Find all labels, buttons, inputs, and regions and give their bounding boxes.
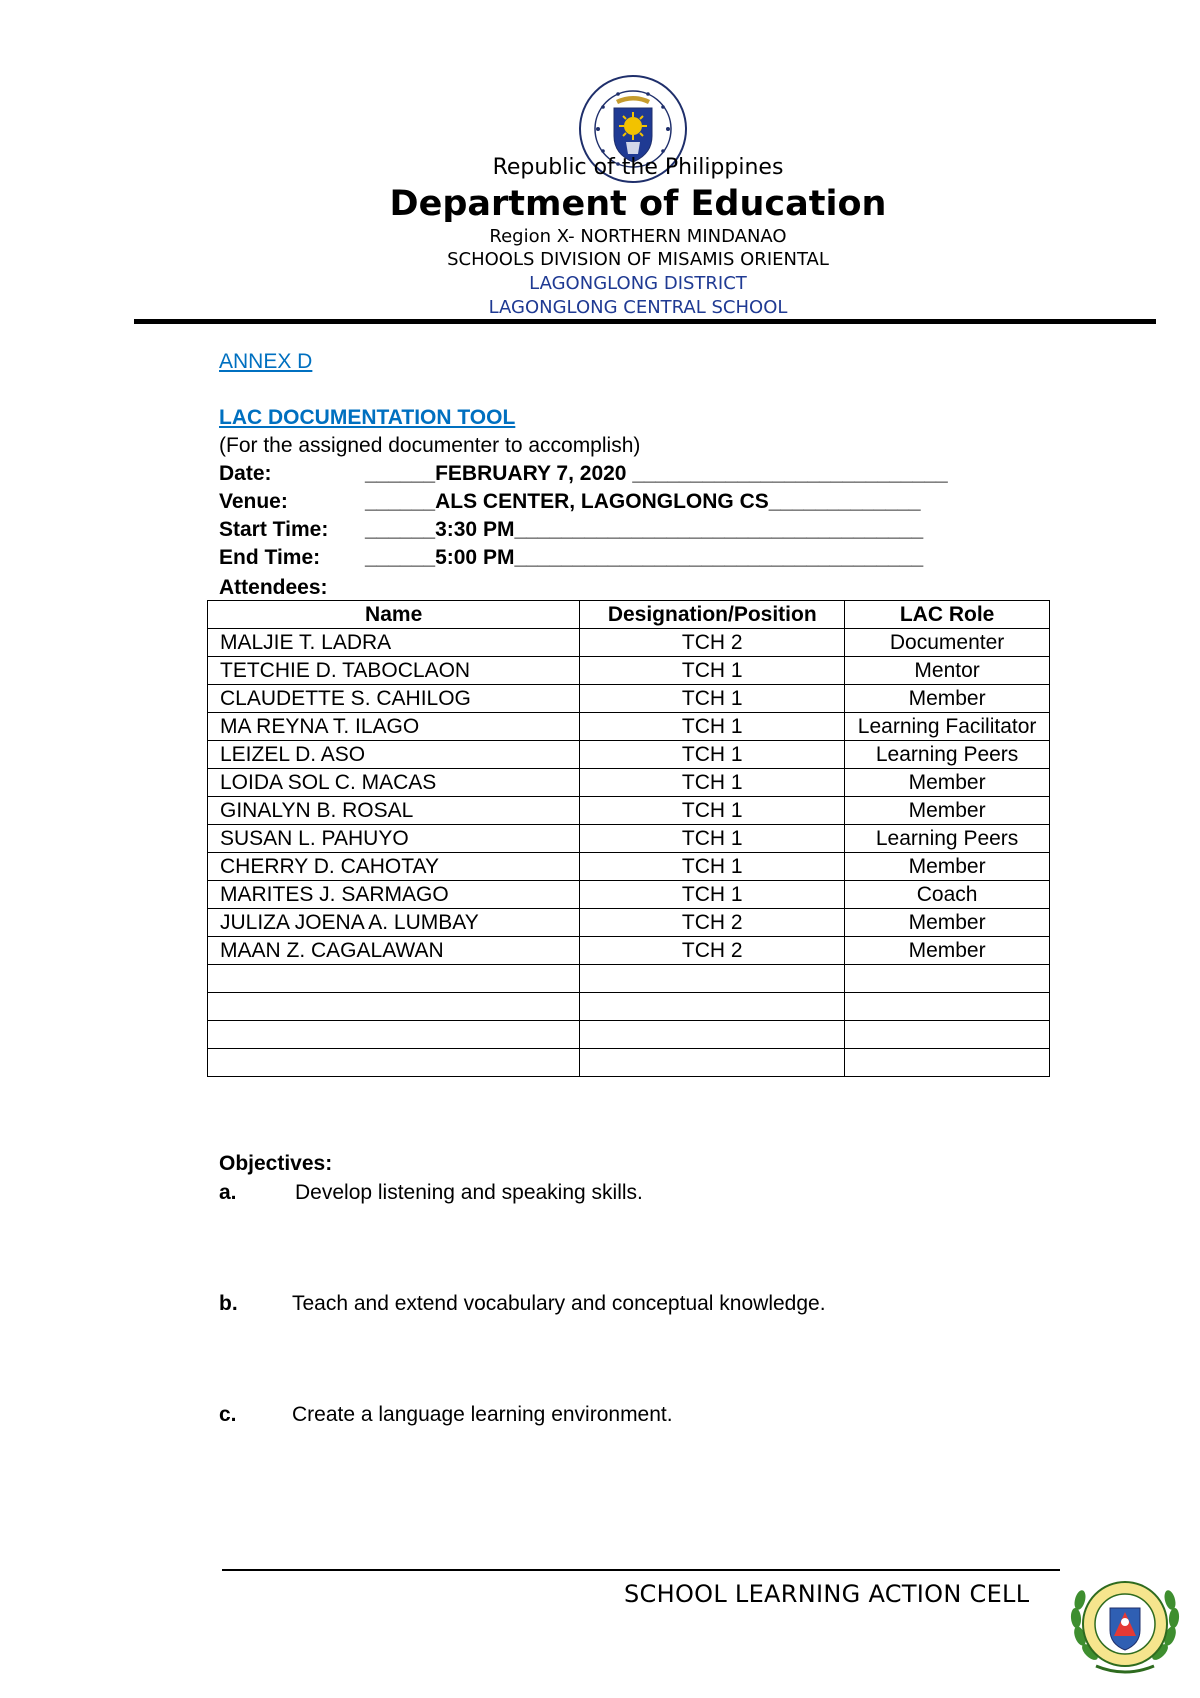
- objectives-label: Objectives:: [219, 1152, 333, 1175]
- end-time-value: ______5:00 PM___________________________________: [365, 546, 924, 569]
- table-row: [208, 1021, 1050, 1049]
- designation-cell: TCH 1: [580, 825, 845, 853]
- attendee-name-cell: JULIZA JOENA A. LUMBAY: [208, 909, 580, 937]
- school-heading: LAGONGLONG CENTRAL SCHOOL: [488, 297, 788, 318]
- table-row: [208, 797, 1050, 825]
- lac-role-cell: Learning Peers: [845, 741, 1050, 769]
- table-row: [208, 909, 1050, 937]
- attendee-name-cell: CHERRY D. CAHOTAY: [208, 853, 580, 881]
- table-row: [208, 713, 1050, 741]
- division-heading: SCHOOLS DIVISION OF MISAMIS ORIENTAL: [447, 249, 829, 270]
- table-row: [208, 825, 1050, 853]
- lac-role-cell: Member: [845, 909, 1050, 937]
- attendee-name-cell: [208, 1021, 580, 1049]
- designation-cell: TCH 1: [580, 741, 845, 769]
- start-time-value: ______3:30 PM___________________________________: [365, 518, 924, 541]
- lac-role-cell: Member: [845, 853, 1050, 881]
- designation-cell: TCH 2: [580, 629, 845, 657]
- school-logo-icon: [1066, 1566, 1184, 1684]
- table-row: [208, 853, 1050, 881]
- lac-role-cell: Mentor: [845, 657, 1050, 685]
- objective-b-letter: b.: [219, 1292, 238, 1315]
- lac-role-cell: [845, 1021, 1050, 1049]
- attendee-name-cell: CLAUDETTE S. CAHILOG: [208, 685, 580, 713]
- annex-label: ANNEX D: [219, 350, 313, 373]
- designation-cell: TCH 1: [580, 881, 845, 909]
- attendee-name-cell: LEIZEL D. ASO: [208, 741, 580, 769]
- attendee-name-cell: MA REYNA T. ILAGO: [208, 713, 580, 741]
- table-row: [208, 1049, 1050, 1077]
- lac-role-cell: Member: [845, 937, 1050, 965]
- attendee-name-cell: [208, 965, 580, 993]
- department-heading: Department of Education: [389, 184, 887, 224]
- designation-cell: [580, 1021, 845, 1049]
- objective-a-text: Develop listening and speaking skills.: [295, 1181, 643, 1204]
- table-row: [208, 993, 1050, 1021]
- lac-role-cell: [845, 993, 1050, 1021]
- date-label: Date:: [219, 462, 272, 485]
- designation-cell: TCH 1: [580, 797, 845, 825]
- lac-role-cell: Coach: [845, 881, 1050, 909]
- lac-role-cell: Member: [845, 797, 1050, 825]
- table-row: [208, 685, 1050, 713]
- lac-role-cell: Learning Facilitator: [845, 713, 1050, 741]
- objective-c-letter: c.: [219, 1403, 237, 1426]
- lac-role-cell: Documenter: [845, 629, 1050, 657]
- attendee-name-cell: LOIDA SOL C. MACAS: [208, 769, 580, 797]
- attendee-name-cell: [208, 993, 580, 1021]
- header-divider: [134, 319, 1156, 324]
- end-time-label: End Time:: [219, 546, 321, 569]
- designation-cell: TCH 2: [580, 937, 845, 965]
- name-column-header: Name: [208, 601, 580, 629]
- attendees-table: [207, 600, 1050, 1077]
- designation-cell: [580, 1049, 845, 1077]
- attendee-name-cell: MAAN Z. CAGALAWAN: [208, 937, 580, 965]
- designation-column-header: Designation/Position: [580, 601, 845, 629]
- attendee-name-cell: SUSAN L. PAHUYO: [208, 825, 580, 853]
- lac-role-column-header: LAC Role: [845, 601, 1050, 629]
- table-row: [208, 965, 1050, 993]
- designation-cell: TCH 1: [580, 713, 845, 741]
- form-title: LAC DOCUMENTATION TOOL: [219, 406, 516, 429]
- attendee-name-cell: [208, 1049, 580, 1077]
- venue-label: Venue:: [219, 490, 288, 513]
- designation-cell: [580, 993, 845, 1021]
- lac-role-cell: Learning Peers: [845, 825, 1050, 853]
- designation-cell: TCH 1: [580, 685, 845, 713]
- lac-role-cell: Member: [845, 769, 1050, 797]
- table-row: [208, 657, 1050, 685]
- table-row: [208, 629, 1050, 657]
- attendee-name-cell: GINALYN B. ROSAL: [208, 797, 580, 825]
- lac-role-cell: [845, 965, 1050, 993]
- designation-cell: TCH 2: [580, 909, 845, 937]
- date-value: ______FEBRUARY 7, 2020 ___________________________: [365, 462, 948, 485]
- footer-divider: [222, 1569, 1060, 1571]
- venue-value: ______ALS CENTER, LAGONGLONG CS_____________: [365, 490, 921, 513]
- lac-role-cell: [845, 1049, 1050, 1077]
- start-time-label: Start Time:: [219, 518, 329, 541]
- table-header-row: [208, 601, 1050, 629]
- table-row: [208, 881, 1050, 909]
- attendee-name-cell: TETCHIE D. TABOCLAON: [208, 657, 580, 685]
- table-row: [208, 769, 1050, 797]
- table-row: [208, 741, 1050, 769]
- designation-cell: [580, 965, 845, 993]
- region-heading: Region X- NORTHERN MINDANAO: [489, 226, 787, 247]
- objective-c-text: Create a language learning environment.: [292, 1403, 673, 1426]
- designation-cell: TCH 1: [580, 657, 845, 685]
- objective-b-text: Teach and extend vocabulary and conceptual knowledge.: [292, 1292, 826, 1315]
- republic-heading: Republic of the Philippines: [492, 155, 784, 180]
- designation-cell: TCH 1: [580, 853, 845, 881]
- district-heading: LAGONGLONG DISTRICT: [529, 273, 747, 294]
- attendee-name-cell: MALJIE T. LADRA: [208, 629, 580, 657]
- attendee-name-cell: MARITES J. SARMAGO: [208, 881, 580, 909]
- attendees-label: Attendees:: [219, 576, 328, 599]
- lac-role-cell: Member: [845, 685, 1050, 713]
- form-instruction: (For the assigned documenter to accomplish): [219, 434, 641, 457]
- table-row: [208, 937, 1050, 965]
- designation-cell: TCH 1: [580, 769, 845, 797]
- objective-a-letter: a.: [219, 1181, 237, 1204]
- footer-title: SCHOOL LEARNING ACTION CELL: [624, 1580, 1030, 1608]
